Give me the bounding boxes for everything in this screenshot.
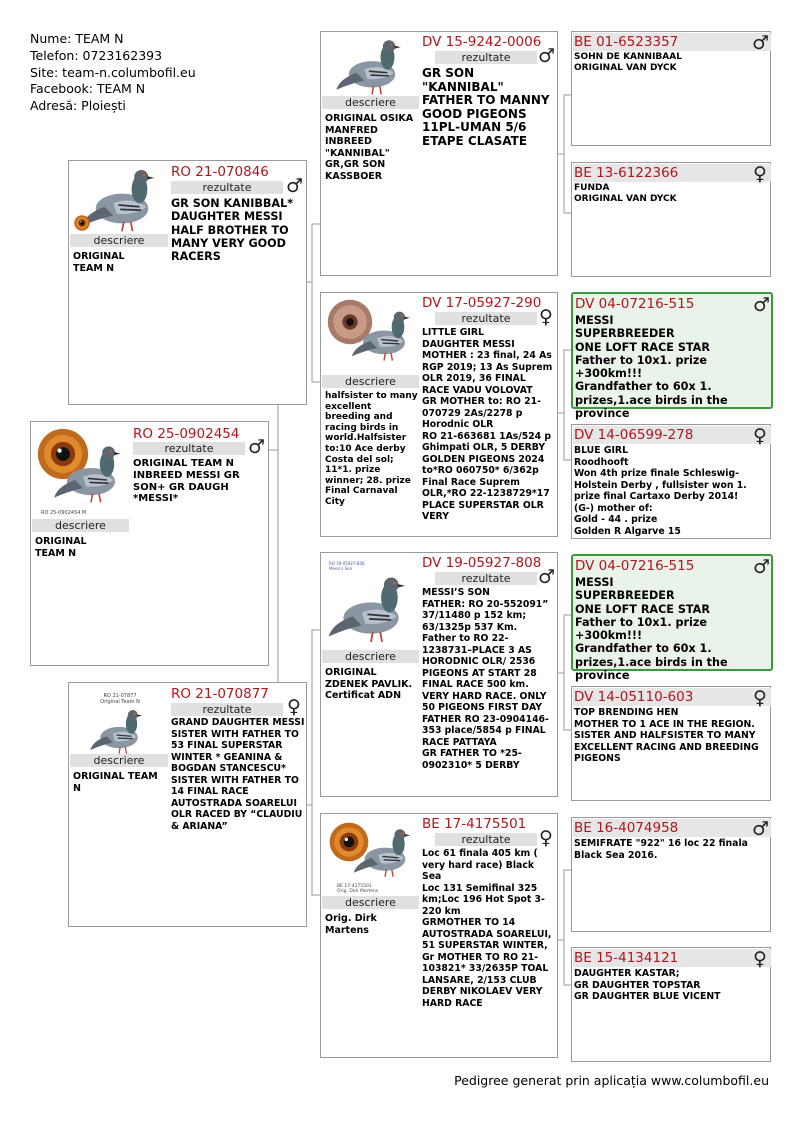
owner-address: Adresă: Ploiești [30, 98, 126, 114]
description-button[interactable]: descriere [32, 519, 129, 532]
ring-number: DV 17-05927-290 [422, 295, 542, 311]
ring-number: DV 14-06599-278 [574, 427, 694, 443]
pigeon-info: SEMIFRATE "922" 16 loc 22 finala Black Sea 2016. [574, 838, 748, 861]
ring-number: RO 21-070846 [171, 164, 269, 180]
male-icon: ♂ [538, 566, 556, 588]
pigeon-info: DAUGHTER KASTAR; GR DAUGHTER TOPSTAR GR DAUGHTER BLUE VICENT [574, 968, 721, 1002]
pigeon-photo[interactable] [72, 693, 168, 755]
male-icon: ♂ [286, 175, 304, 197]
photo-caption: RO 25-0902454 M [41, 510, 87, 516]
ring-number: DV 15-9242-0006 [422, 34, 542, 50]
results-button[interactable]: rezultate [171, 181, 283, 194]
pigeon-info: MESSI SUPERBREEDER ONE LOFT RACE STAR Father to 10x1. prize +300km!!! Grandfather to 60x 1. prizes,1.ace birds in the province [575, 576, 728, 683]
pigeon-card-gen3-3 [320, 552, 558, 797]
pigeon-icon [72, 705, 168, 755]
female-icon: ♀ [753, 948, 767, 970]
pigeon-card-gen3-4 [320, 813, 558, 1058]
pigeon-photo[interactable] [323, 555, 419, 647]
description-button[interactable]: descriere [322, 96, 419, 109]
pigeon-info: ORIGINAL TEAM N INBREED MESSI GR SON+ GR DAUGH *MESSI* [133, 458, 240, 505]
ring-number: DV 14-05110-603 [574, 689, 694, 705]
pigeon-card-gen4-3 [571, 292, 773, 421]
pigeon-photo[interactable] [323, 34, 419, 96]
owner-phone: Telefon: 0723162393 [30, 47, 163, 63]
pigeon-origin: Orig. Dirk Martens [325, 913, 377, 936]
pigeon-info: Loc 61 finala 405 km ( very hard race) Black Sea Loc 131 Semifinal 325 km;Loc 196 Hot Spot 3-220 km GRMOTHER TO 14 AUTOSTRADA SOARELUI, 51 SUPERSTAR WINTER, Gr MOTHER TO RO 21-103821* 33/2635P TOAL LANSARE, 2/153 CLUB DERBY NIKOLAEV VERY HARD RACE [422, 848, 552, 1009]
pigeon-origin: ORIGINAL TEAM N [73, 251, 125, 274]
pigeon-info: GR SON KANIBBAL* DAUGHTER MESSI HALF BROTHER TO MANY VERY GOOD RACERS [171, 197, 294, 264]
results-button[interactable]: rezultate [435, 51, 537, 64]
pigeon-origin: ORIGINAL ZDENEK PAVLIK. Certificat ADN [325, 667, 413, 701]
pigeon-origin: ORIGINAL OSIKA MANFRED INBREED "KANNIBAL" GR,GR SON KASSBOER [325, 113, 414, 182]
results-button[interactable]: rezultate [171, 703, 283, 716]
ring-number: RO 25-0902454 [133, 426, 240, 442]
pigeon-info: GRAND DAUGHTER MESSI SISTER WITH FATHER TO 53 FINAL SUPERSTAR WINTER * GEANINA & BOGDAN STANCESCU* SISTER WITH FATHER TO 14 FINAL RACE AUTOSTRADA SOARELUI OLR RACED BY “CLAUDIU & ARIANA” [171, 717, 305, 832]
owner-site[interactable]: Site: team-n.columbofil.eu [30, 64, 196, 80]
ring-number: BE 13-6122366 [574, 165, 679, 181]
pigeon-origin: ORIGINAL TEAM N [73, 771, 158, 794]
male-icon: ♂ [753, 294, 771, 316]
female-icon: ♀ [539, 827, 553, 849]
pigeon-origin: ORIGINAL TEAM N [35, 536, 87, 559]
ring-number: DV 04-07216-515 [575, 296, 695, 312]
description-button[interactable]: descriere [70, 754, 168, 767]
pigeon-info: SOHN DE KANNIBAAL ORIGINAL VAN DYCK [574, 52, 682, 73]
pigeon-photo[interactable] [72, 163, 168, 235]
pigeon-icon [323, 34, 419, 96]
owner-name: Nume: TEAM N [30, 31, 124, 46]
male-icon: ♂ [752, 32, 770, 54]
male-icon: ♂ [753, 556, 771, 578]
pigeon-card-gen4-1 [571, 31, 771, 146]
pigeon-origin: halfsister to many excellent breeding and racing birds in world.Halfsister to:10 Ace derby Costa del sol; 11*1. prize winner; 28. prize Final Carnaval City [325, 391, 418, 507]
pigeon-card-gen3-2 [320, 292, 558, 537]
pigeon-eye-icon [37, 428, 129, 522]
pigeon-info: BLUE GIRL Roodhooft Won 4th prize finale Schleswig-Holstein Derby , fullsister won 1. prize final Cartaxo Derby 2014! (G-) mother of: Gold - 44 . prize Golden R Algarve 15 [574, 445, 747, 537]
description-button[interactable]: descriere [70, 234, 168, 247]
photo-caption: RO 19-05927-808 Messi's Son [329, 561, 365, 571]
pigeon-info: TOP BRENDING HEN MOTHER TO 1 ACE IN THE REGION. SISTER AND HALFSISTER TO MANY EXCELLENT RACING AND BREEDING PIGEONS [574, 707, 759, 764]
pigeon-card-gen4-6 [571, 686, 771, 801]
pigeon-info: MESSI’S SON FATHER: RO 20-552091” 37/11480 p 152 km; 63/1325p 537 Km. Father to RO 22-1238731–PLACE 3 AS HORODNIC OLR/ 2536 PIGEONS AT START 28 FINAL RACE 500 km. VERY HARD RACE. ONLY 50 PIGEONS FIRST DAY FATHER RO 23-0904146- 353 place/5854 p FINAL RACE PATTAYA GR FATHER TO *25-0902310* 5 DERBY [422, 587, 549, 771]
description-button[interactable]: descriere [322, 650, 419, 663]
pigeon-card-gen2-dam [68, 682, 307, 927]
pigeon-info: FUNDA ORIGINAL VAN DYCK [574, 183, 677, 204]
description-button[interactable]: descriere [322, 375, 419, 388]
pigeon-info: GR SON "KANNIBAL" FATHER TO MANNY GOOD PIGEONS 11PL-UMAN 5/6 ETAPE CLASATE [422, 66, 550, 148]
ring-number: BE 17-4175501 [422, 816, 527, 832]
pigeon-photo[interactable] [37, 428, 129, 522]
footer-credit: Pedigree generat prin aplicația www.columbofil.eu [454, 1073, 769, 1088]
pigeon-icon [72, 163, 168, 235]
female-icon: ♀ [287, 696, 301, 718]
female-icon: ♀ [753, 425, 767, 447]
pigeon-card-gen3-1 [320, 31, 558, 276]
photo-caption: RO 21-07877 Original Team N [100, 693, 140, 705]
pigeon-card-gen4-2 [571, 162, 771, 277]
pigeon-card-gen4-4 [571, 424, 771, 539]
female-icon: ♀ [539, 306, 553, 328]
pigeon-info: MESSI SUPERBREEDER ONE LOFT RACE STAR Father to 10x1. prize +300km!!! Grandfather to 60x 1. prizes,1.ace birds in the province [575, 314, 728, 421]
pigeon-photo[interactable] [323, 816, 419, 896]
ring-number: BE 01-6523357 [574, 34, 679, 50]
female-icon: ♀ [753, 687, 767, 709]
ring-number: DV 04-07216-515 [575, 558, 695, 574]
ring-number: BE 15-4134121 [574, 950, 679, 966]
ring-number: RO 21-070877 [171, 686, 269, 702]
pigeon-card-gen4-7 [571, 817, 771, 932]
male-icon: ♂ [538, 45, 556, 67]
ring-number: BE 16-4074958 [574, 820, 679, 836]
pigeon-eye-icon [323, 295, 419, 375]
owner-facebook[interactable]: Facebook: TEAM N [30, 81, 146, 97]
pigeon-card-gen1 [30, 421, 269, 666]
description-button[interactable]: descriere [322, 896, 419, 909]
pigeon-card-gen4-8 [571, 947, 771, 1062]
owner-info [30, 31, 196, 115]
pigeon-info: LITTLE GIRL DAUGHTER MESSI MOTHER : 23 final, 24 As RGP 2019; 13 As Suprem OLR 2019, 36 FINAL RACE VADU VOLOVAT GR MOTHER to: RO 21-070729 2As/2278 p Horodnic OLR RO 21-663681 1As/524 p Ghimpati OLR, 5 DERBY GOLDEN PIGEONS 2024 to*RO 060750* 6/362p Final Race Suprem OLR,*RO 22-1238729*17 PLACE SUPERSTAR OLR VERY [422, 327, 553, 522]
pigeon-card-gen4-5 [571, 554, 773, 683]
ring-number: DV 19-05927-808 [422, 555, 542, 571]
pigeon-card-gen2-sire [68, 160, 307, 405]
photo-caption: BE 17-4175501 Orig. Dirk Martens [337, 884, 379, 894]
male-icon: ♂ [248, 436, 266, 458]
male-icon: ♂ [752, 818, 770, 840]
results-button[interactable]: rezultate [435, 572, 537, 585]
pigeon-photo[interactable] [323, 295, 419, 375]
results-button[interactable]: rezultate [435, 833, 537, 846]
female-icon: ♀ [753, 163, 767, 185]
results-button[interactable]: rezultate [133, 442, 245, 455]
results-button[interactable]: rezultate [435, 312, 537, 325]
